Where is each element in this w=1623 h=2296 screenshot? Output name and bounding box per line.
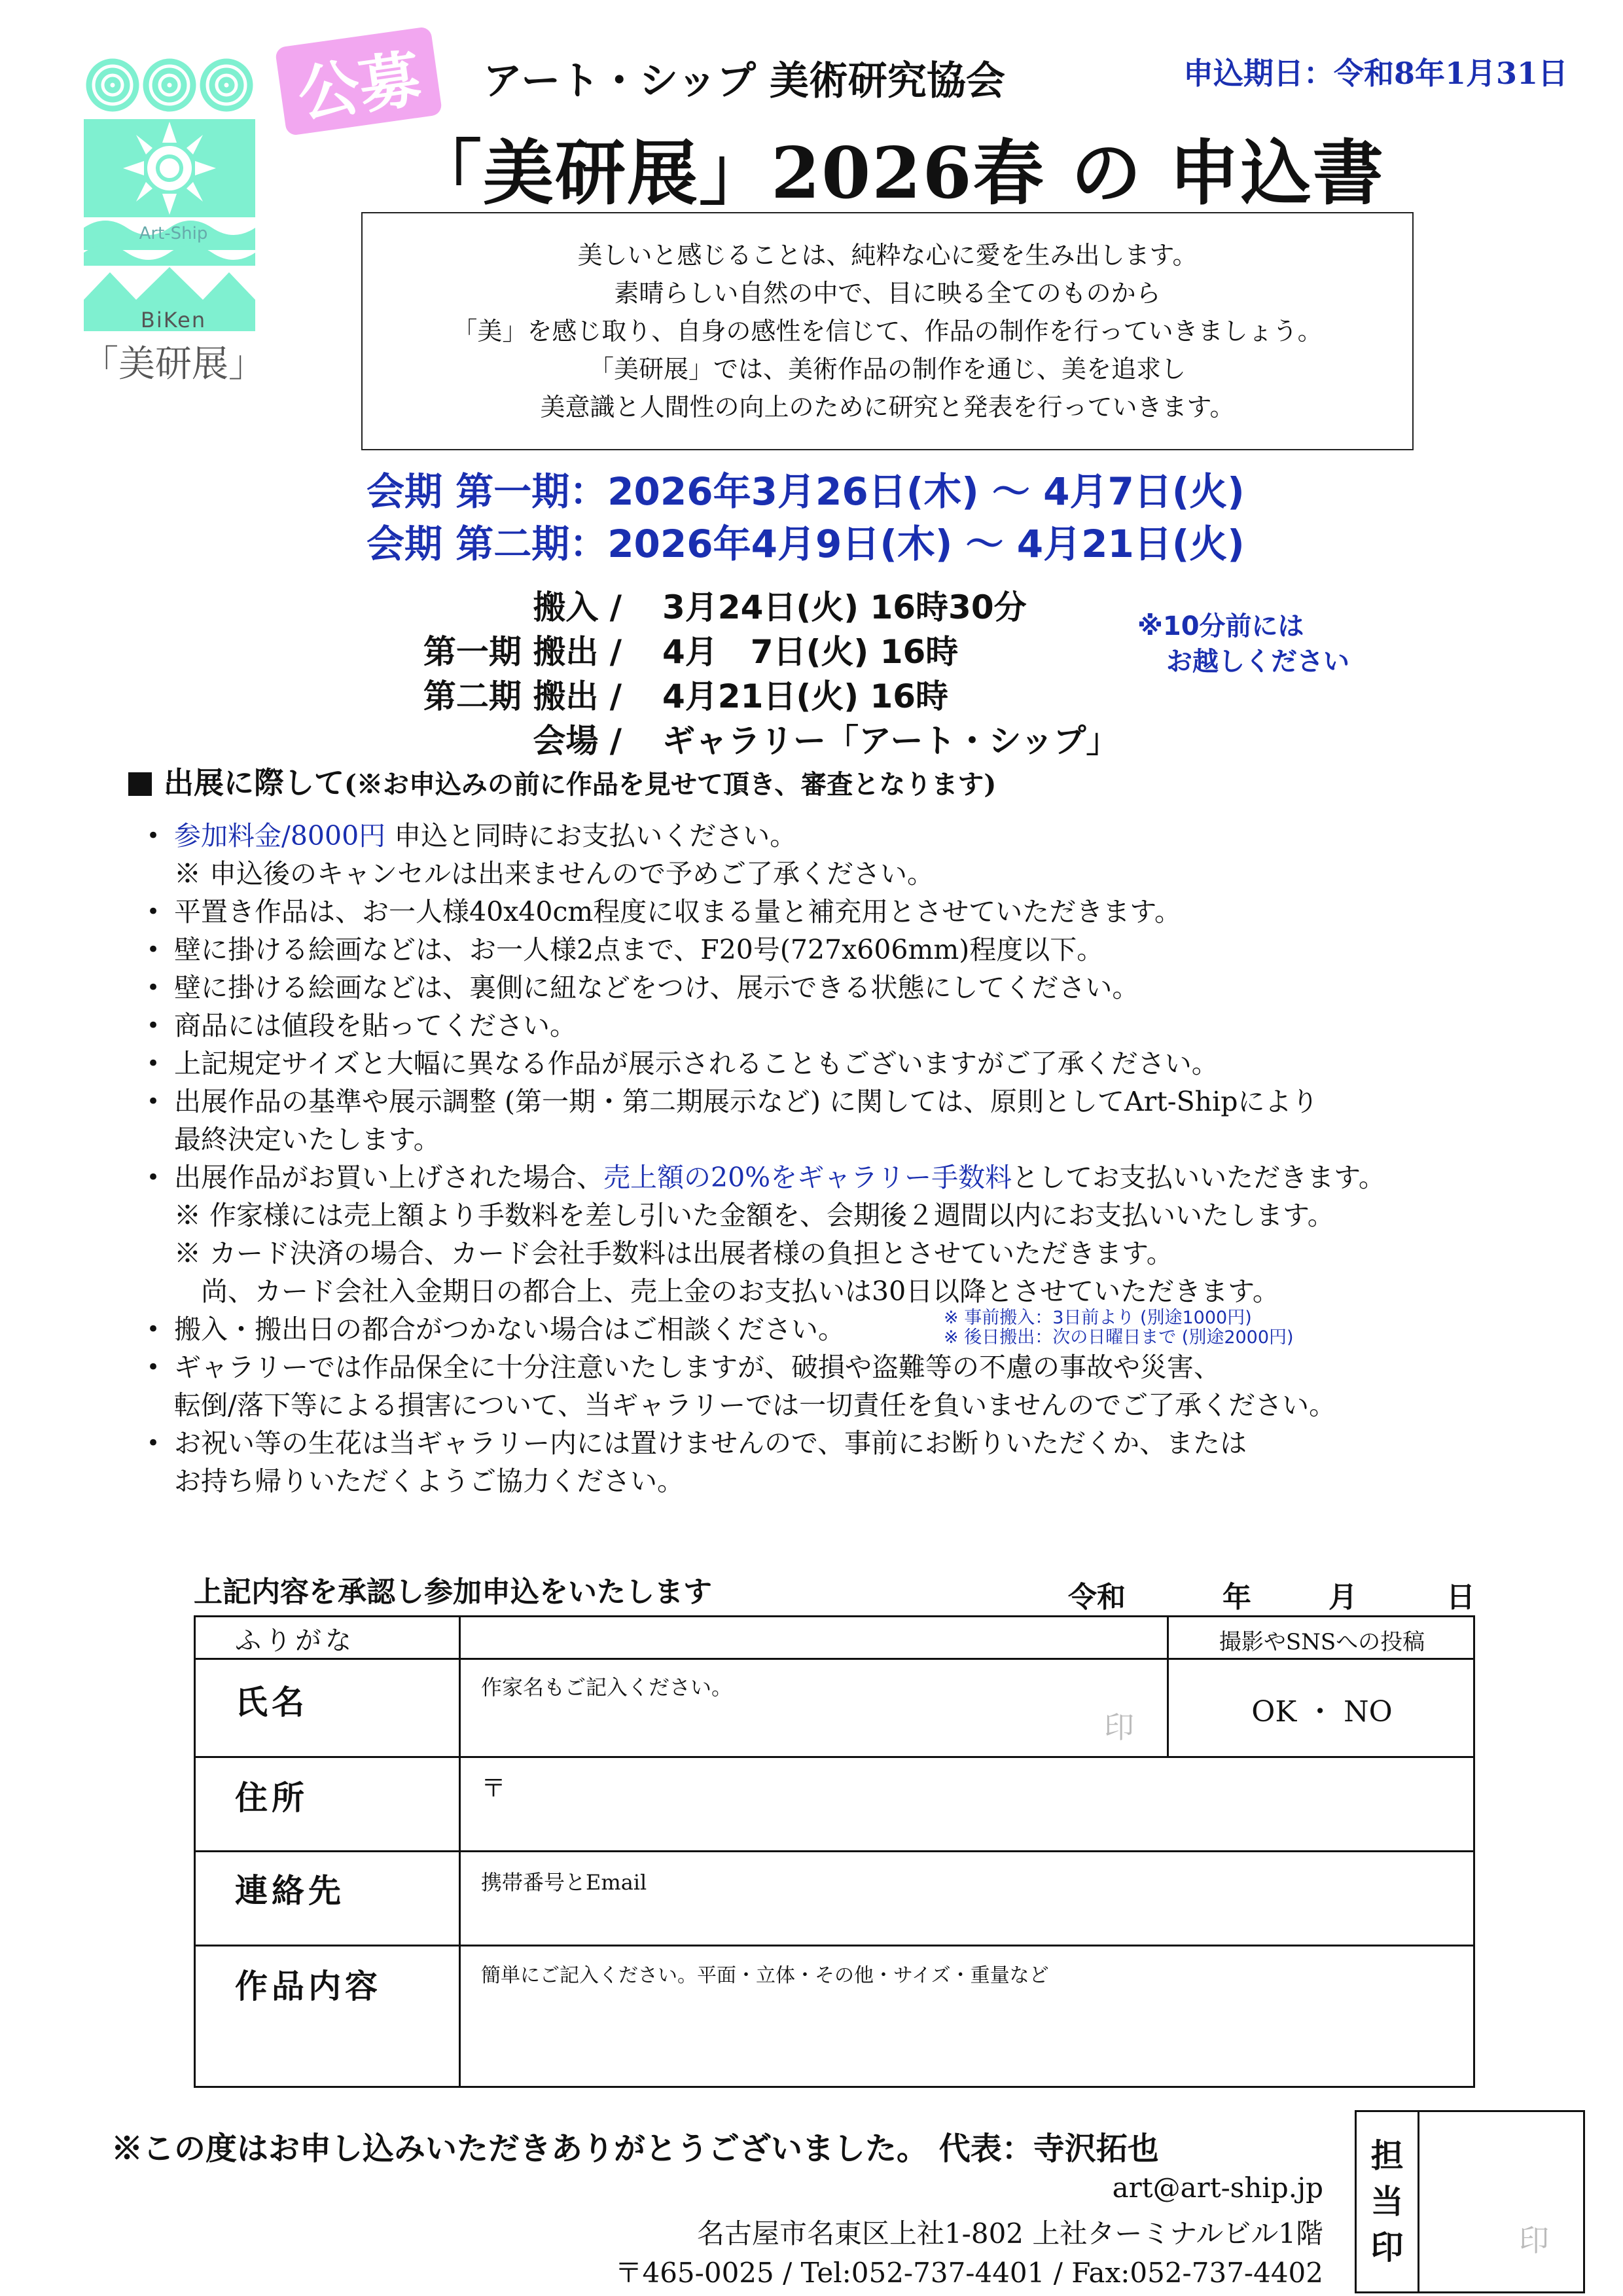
commission-highlight: 売上額の20%をギャラリー手数料 <box>603 1162 1012 1193</box>
rule-item: • 搬入・搬出日の都合がつかない場合はご相談ください。 ※ 事前搬入：3日前より (別途1000円) ※ 後日搬出：次の日曜日まで (別途2000円) <box>145 1310 1559 1348</box>
rule-item: • ギャラリーでは作品保全に十分注意いたしますが、破損や盗難等の不慮の事故や災害、 <box>145 1348 1559 1386</box>
biken-logo <box>84 56 255 384</box>
contact-input[interactable] <box>461 1852 1473 1945</box>
schedule-label-carry-out-1: 第一期 搬出 / <box>423 633 622 671</box>
rule-item: • 出展作品の基準や展示調整 (第一期・第二期展示など) に関しては、原則としてArt-Shipにより <box>145 1083 1559 1121</box>
seal-mark: 印 <box>1104 1710 1134 1745</box>
agreement-statement: 上記内容を承認し参加申込をいたします <box>194 1575 712 1609</box>
furigana-label: ふりがな <box>235 1626 355 1656</box>
staff-seal-box <box>1355 2110 1585 2293</box>
schedule-value-carry-out-2: 4月21日(火) 16時 <box>662 677 949 715</box>
furigana-input[interactable] <box>461 1617 1165 1658</box>
contact-label: 連絡先 <box>235 1871 345 1910</box>
rule-item: • 参加料金/8000円 申込と同時にお支払いください。 <box>145 817 1559 855</box>
staff-seal-label: 担 当 印 <box>1357 2112 1419 2291</box>
rule-item: • 上記規定サイズと大幅に異なる作品が展示されることもございますがご了承ください。 <box>145 1045 1559 1083</box>
intro-line: 「美」を感じ取り、自身の感性を信じて、作品の制作を行っていきましょう。 <box>452 317 1323 346</box>
address-label: 住所 <box>235 1778 308 1817</box>
date-year: 年 <box>1222 1581 1251 1614</box>
rule-item: • 壁に掛ける絵画などは、お一人様2点まで、F20号(727x606mm)程度以下。 <box>145 931 1559 969</box>
staff-seal-mark: 印 <box>1519 2223 1549 2258</box>
application-form <box>194 1615 1475 2088</box>
footer-thanks: ※この度はお申し込みいただきありがとうございました。 代表：寺沢拓也 <box>111 2130 1159 2167</box>
conditions-note: (※お申込みの前に作品を見せて頂き、審査となります) <box>344 769 997 800</box>
intro-line: 素晴らしい自然の中で、目に映る全てのものから <box>614 279 1161 308</box>
rule-item: 転倒/落下等による損害について、当ギャラリーでは一切責任を負いませんのでご了承ください。 <box>174 1390 1336 1421</box>
rule-item: お持ち帰りいただくようご協力ください。 <box>174 1465 684 1497</box>
footer-address: 名古屋市名東区上社1-802 上社ターミナルビル1階 <box>696 2217 1323 2250</box>
name-label: 氏名 <box>235 1683 308 1721</box>
footer-email: art@art-ship.jp <box>1112 2172 1323 2204</box>
square-bullet-icon <box>128 772 152 796</box>
schedule-value-carry-out-1: 4月 7日(火) 16時 <box>662 633 959 671</box>
contact-hint: 携帯番号とEmail <box>481 1870 647 1895</box>
fee-highlight: 参加料金/8000円 <box>174 820 386 852</box>
sns-header: 撮影やSNSへの投稿 <box>1219 1629 1425 1655</box>
rule-item: ※ 申込後のキャンセルは出来ませんので予めご了承ください。 <box>174 858 935 889</box>
rules-list <box>145 817 1559 1500</box>
intro-box <box>361 212 1414 450</box>
conditions-title: 出展に際して <box>164 765 344 800</box>
rule-item: • 商品には値段を貼ってください。 <box>145 1007 1559 1045</box>
work-input[interactable] <box>461 1946 1473 2086</box>
organization-name: アート・シップ 美術研究協会 <box>483 58 1005 104</box>
logo-brand-en: Art-Ship <box>139 224 208 243</box>
rule-item: • 平置き作品は、お一人様40x40cm程度に収まる量と補充用とさせていただきます。 <box>145 893 1559 931</box>
intro-line: 美しいと感じることは、純粋な心に愛を生み出します。 <box>577 241 1198 270</box>
date-era: 令和 <box>1068 1581 1126 1614</box>
rule-item: 尚、カード会社入金期日の都合上、売上金のお支払いは30日以降とさせていただきます。 <box>174 1276 1279 1307</box>
application-deadline: 申込期日：令和8年1月31日 <box>1183 56 1569 91</box>
rule-item: • 出展作品がお買い上げされた場合、売上額の20%をギャラリー手数料としてお支払いいただきます。 <box>145 1158 1559 1196</box>
schedule-value-carry-in: 3月24日(火) 16時30分 <box>662 588 1027 626</box>
page-title: 「美研展」2026春 の 申込書 <box>411 132 1385 215</box>
rule-item: • 壁に掛ける絵画などは、裏側に紐などをつけ、展示できる状態にしてください。 <box>145 969 1559 1007</box>
logo-brand-jp: 「美研展」 <box>82 343 265 386</box>
staff-seal-area[interactable] <box>1419 2112 1583 2291</box>
intro-line: 美意識と人間性の向上のために研究と発表を行っていきます。 <box>540 393 1235 422</box>
small-note: ※ 事前搬入：3日前より (別途1000円) <box>944 1308 1252 1328</box>
logo-brand-sub: BiKen <box>140 308 207 332</box>
postal-mark: 〒 <box>481 1774 507 1803</box>
address-input[interactable] <box>461 1758 1473 1850</box>
schedule-label-carry-in: 搬入 / <box>533 588 622 626</box>
work-label: 作品内容 <box>235 1967 382 2005</box>
date-day: 日 <box>1446 1581 1475 1614</box>
name-input[interactable] <box>461 1660 1165 1756</box>
rule-item: • お祝い等の生花は当ギャラリー内には置けませんので、事前にお断りいただくか、または <box>145 1424 1559 1462</box>
schedule-label-venue: 会場 / <box>533 722 622 760</box>
work-hint: 簡単にご記入ください。平面・立体・その他・サイズ・重量など <box>481 1964 1049 1987</box>
period-first: 会期 第一期：2026年3月26日(木) 〜 4月7日(火) <box>366 469 1245 514</box>
footer-contact: 〒465-0025 / Tel:052-737-4401 / Fax:052-737-4402 <box>615 2257 1323 2289</box>
conditions-heading <box>128 759 996 802</box>
rule-item: 最終決定いたします。 <box>174 1124 440 1155</box>
intro-line: 「美研展」では、美術作品の制作を通じ、美を追求し <box>588 355 1186 384</box>
arrival-note-line: ※10分前には <box>1137 611 1304 641</box>
small-note: ※ 後日搬出：次の日曜日まで (別途2000円) <box>944 1327 1294 1348</box>
koubo-badge: 公募 <box>275 26 443 136</box>
name-hint: 作家名もご記入ください。 <box>481 1675 733 1700</box>
rule-item: ※ カード決済の場合、カード会社手数料は出展者様の負担とさせていただきます。 <box>174 1238 1173 1269</box>
schedule-value-venue: ギャラリー「アート・シップ」 <box>662 722 1119 760</box>
logo-graphic <box>84 56 255 344</box>
sns-consent-options[interactable]: OK ・ NO <box>1251 1695 1393 1729</box>
period-second: 会期 第二期：2026年4月9日(木) 〜 4月21日(火) <box>366 522 1245 566</box>
rule-item: ※ 作家様には売上額より手数料を差し引いた金額を、会期後２週間以内にお支払いいたします。 <box>174 1200 1334 1231</box>
arrival-note-line: お越しください <box>1166 647 1349 677</box>
arrival-note <box>1137 609 1349 679</box>
date-month: 月 <box>1329 1581 1357 1614</box>
schedule-label-carry-out-2: 第二期 搬出 / <box>423 677 622 715</box>
